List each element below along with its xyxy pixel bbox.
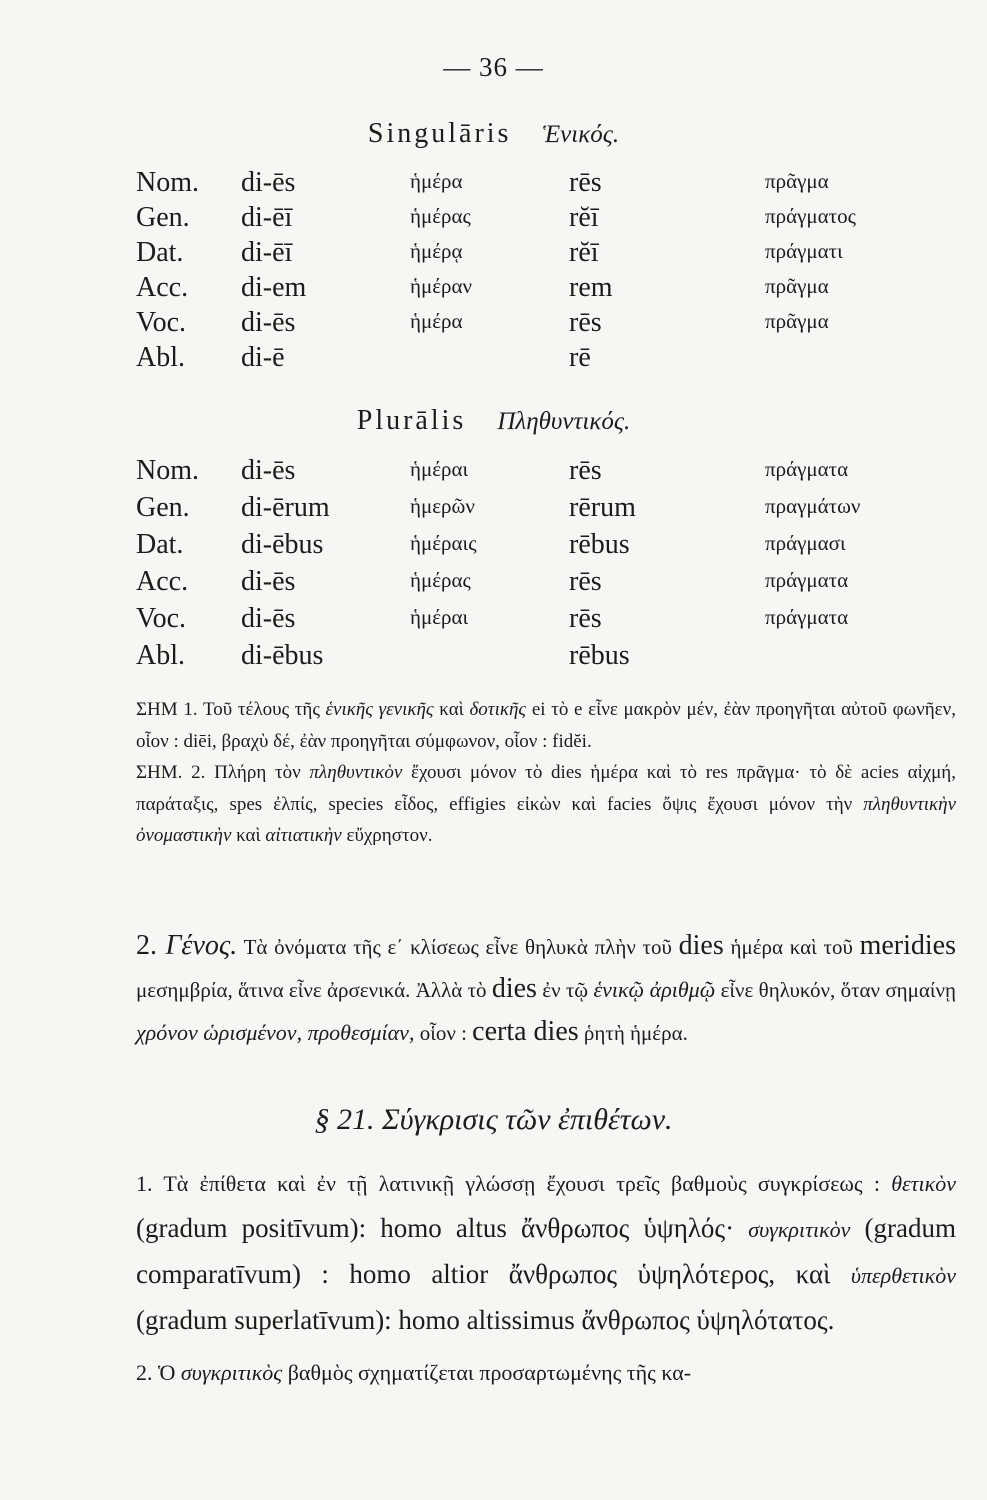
case-label: Acc. bbox=[136, 566, 189, 597]
table-row bbox=[0, 272, 987, 308]
greek-hemera-form: ἡμέραις bbox=[410, 531, 477, 555]
table-row bbox=[0, 202, 987, 238]
plural-heading-greek: Πληθυντικός. bbox=[497, 408, 631, 435]
notes-block bbox=[136, 694, 956, 852]
text: Τὰ ὀνόματα τῆς ε΄ κλίσεως εἶνε θηλυκὰ πλὴν τοῦ bbox=[237, 935, 679, 959]
section-paragraph-2 bbox=[136, 1349, 956, 1395]
italic-term: ἑνικῷ ἀριθμῷ bbox=[593, 977, 716, 1002]
latin-dies-form: di-ēbus bbox=[241, 529, 324, 560]
genos-paragraph bbox=[136, 925, 956, 1054]
note-text: ΣΗΜ. 2. Πλήρη τὸν bbox=[136, 762, 310, 783]
latin-res-form: rĕī bbox=[569, 237, 599, 268]
note-text: ei τὸ e εἶνε μακρὸν μέν, ἐὰν προηγῆται αὐτοῦ φωνῆεν, οἷον : diēi, βραχὺ δέ, ἐὰν προηγῆται σύμφωνον, οἷον : fidĕi. bbox=[136, 699, 956, 752]
singular-heading bbox=[0, 118, 987, 150]
case-label: Gen. bbox=[136, 202, 190, 233]
latin-dies-form: di-ēs bbox=[241, 566, 296, 597]
greek-pragma-form: πρᾶγμα bbox=[765, 169, 829, 193]
text: (gradum positīvum): homo altus ἄνθρωπος ὑψηλός· bbox=[136, 1213, 749, 1243]
italic-term: θετικὸν bbox=[891, 1171, 956, 1196]
note-italic: πληθυντικὸν bbox=[309, 762, 403, 783]
greek-pragma-form: πράγμασι bbox=[765, 531, 846, 555]
note-text: ΣΗΜ 1. Τοῦ τέλους τῆς bbox=[136, 699, 326, 720]
section-title: § 21. Σύγκρισις τῶν ἐπιθέτων. bbox=[314, 1103, 673, 1136]
latin-dies-form: di-ēs bbox=[241, 455, 296, 486]
table-row bbox=[0, 603, 987, 639]
greek-hemera-form: ἡμέρας bbox=[410, 204, 471, 228]
greek-pragma-form: πρᾶγμα bbox=[765, 309, 829, 333]
note-text: ἔχουσι μόνον τὸ dies ἡμέρα καὶ τὸ res πρᾶγμα· τὸ δὲ acies αἰχμή, παράταξις, spes ἐλπίς, species εἶδος, effigies εἰκὼν καὶ facies ὄψις ἔχουσι μόνον τὴν bbox=[136, 762, 956, 815]
latin-dies-form: di-ē bbox=[241, 342, 285, 373]
case-label: Voc. bbox=[136, 307, 187, 338]
text: ἡμέρα καὶ τοῦ bbox=[723, 935, 860, 959]
greek-hemera-form: ἡμέρᾳ bbox=[410, 239, 463, 263]
latin-dies-form: di-ērum bbox=[241, 492, 330, 523]
latin-dies-form: di-ēī bbox=[241, 237, 293, 268]
latin-word: certa dies bbox=[472, 1016, 579, 1047]
table-row bbox=[0, 492, 987, 528]
latin-res-form: rĕī bbox=[569, 202, 599, 233]
note-italic: αἰτιατικὴν bbox=[265, 825, 342, 846]
note-1 bbox=[136, 694, 956, 757]
greek-hemera-form: ἡμερῶν bbox=[410, 494, 475, 518]
latin-res-form: rērum bbox=[569, 492, 636, 523]
greek-hemera-form: ἡμέρα bbox=[410, 309, 463, 333]
greek-pragma-form: πράγματι bbox=[765, 239, 843, 263]
case-label: Acc. bbox=[136, 272, 189, 303]
table-row bbox=[0, 455, 987, 491]
latin-dies-form: di-em bbox=[241, 272, 307, 303]
table-row bbox=[0, 167, 987, 203]
plural-heading bbox=[0, 405, 987, 437]
italic-term: συγκριτικὸν bbox=[748, 1217, 851, 1242]
note-2 bbox=[136, 757, 956, 852]
text: βαθμὸς σχηματίζεται προσαρτωμένης τῆς κα- bbox=[282, 1360, 692, 1385]
note-text: εὔχρηστον. bbox=[341, 825, 433, 846]
latin-dies-form: di-ēī bbox=[241, 202, 293, 233]
text: (gradum superlatīvum): homo altissimus ἄνθρωπος ὑψηλότατος. bbox=[136, 1305, 835, 1335]
case-label: Gen. bbox=[136, 492, 190, 523]
latin-res-form: rēs bbox=[569, 307, 602, 338]
latin-res-form: rēs bbox=[569, 603, 602, 634]
table-row bbox=[0, 237, 987, 273]
latin-dies-form: di-ēs bbox=[241, 307, 296, 338]
note-italic: δοτικῆς bbox=[469, 699, 527, 720]
case-label: Dat. bbox=[136, 237, 184, 268]
singular-heading-greek: Ἑνικός. bbox=[542, 121, 620, 148]
greek-hemera-form: ἡμέραν bbox=[410, 274, 473, 298]
greek-pragma-form: πρᾶγμα bbox=[765, 274, 829, 298]
text: ῥητὴ ἡμέρα. bbox=[578, 1021, 688, 1045]
genos-text bbox=[136, 925, 956, 1054]
greek-pragma-form: πραγμάτων bbox=[765, 494, 861, 518]
case-label: Abl. bbox=[136, 640, 185, 671]
greek-pragma-form: πράγματα bbox=[765, 457, 849, 481]
latin-word: dies bbox=[491, 973, 537, 1004]
latin-res-form: rēs bbox=[569, 566, 602, 597]
page-number: — 36 — bbox=[443, 52, 544, 82]
italic-term: ὑπερθετικὸν bbox=[850, 1263, 956, 1288]
latin-res-form: rēbus bbox=[569, 529, 630, 560]
latin-res-form: rēbus bbox=[569, 640, 630, 671]
table-row bbox=[0, 640, 987, 676]
latin-dies-form: di-ēbus bbox=[241, 640, 324, 671]
case-label: Voc. bbox=[136, 603, 187, 634]
latin-res-form: rēs bbox=[569, 455, 602, 486]
text: (gradum comparatīvum) : homo altior ἄνθρωπος ὑψηλότερος, καὶ bbox=[136, 1213, 956, 1289]
greek-hemera-form: ἡμέρας bbox=[410, 568, 471, 592]
latin-word: dies bbox=[678, 930, 724, 961]
section-body bbox=[136, 1160, 956, 1395]
text: οἷον : bbox=[414, 1021, 473, 1045]
section-paragraph-1 bbox=[136, 1160, 956, 1343]
greek-pragma-form: πράγματος bbox=[765, 204, 856, 228]
text: μεσημβρία, ἅτινα εἶνε ἀρσενικά. Ἀλλὰ τὸ bbox=[136, 978, 492, 1002]
latin-dies-form: di-ēs bbox=[241, 167, 296, 198]
greek-hemera-form: ἡμέρα bbox=[410, 169, 463, 193]
note-text: καὶ bbox=[231, 825, 266, 846]
table-row bbox=[0, 566, 987, 602]
text: 2. Ὁ bbox=[136, 1360, 181, 1385]
greek-hemera-form: ἡμέραι bbox=[410, 605, 469, 629]
genos-title: Γένος. bbox=[165, 930, 238, 961]
note-italic: ἑνικῆς γενικῆς bbox=[325, 699, 434, 720]
text: 1. Τὰ ἐπίθετα καὶ ἐν τῇ λατινικῇ γλώσσῃ ἔχουσι τρεῖς βαθμοὺς συγκρίσεως : bbox=[136, 1171, 892, 1196]
greek-hemera-form: ἡμέραι bbox=[410, 457, 469, 481]
case-label: Nom. bbox=[136, 455, 199, 486]
text: ἐν τῷ bbox=[536, 978, 594, 1002]
case-label: Nom. bbox=[136, 167, 199, 198]
italic-term: συγκριτικὸς bbox=[180, 1360, 283, 1385]
plural-heading-latin: Plurālis bbox=[356, 405, 467, 436]
table-row bbox=[0, 307, 987, 343]
singular-heading-latin: Singulāris bbox=[367, 118, 512, 149]
table-row bbox=[0, 529, 987, 565]
note-text: καὶ bbox=[433, 699, 470, 720]
table-row bbox=[0, 342, 987, 378]
latin-res-form: rem bbox=[569, 272, 613, 303]
greek-pragma-form: πράγματα bbox=[765, 568, 849, 592]
latin-word: meridies bbox=[859, 930, 957, 961]
latin-dies-form: di-ēs bbox=[241, 603, 296, 634]
greek-pragma-form: πράγματα bbox=[765, 605, 849, 629]
text: 2. bbox=[136, 930, 166, 961]
case-label: Dat. bbox=[136, 529, 184, 560]
text: εἶνε θηλυκόν, ὅταν σημαίνῃ bbox=[715, 978, 957, 1002]
note-italic: πληθυντικὴν ὀνομαστικὴν bbox=[136, 793, 956, 846]
italic-term: χρόνον ὡρισμένον, προθεσμίαν, bbox=[136, 1020, 415, 1045]
case-label: Abl. bbox=[136, 342, 185, 373]
latin-res-form: rē bbox=[569, 342, 591, 373]
latin-res-form: rēs bbox=[569, 167, 602, 198]
